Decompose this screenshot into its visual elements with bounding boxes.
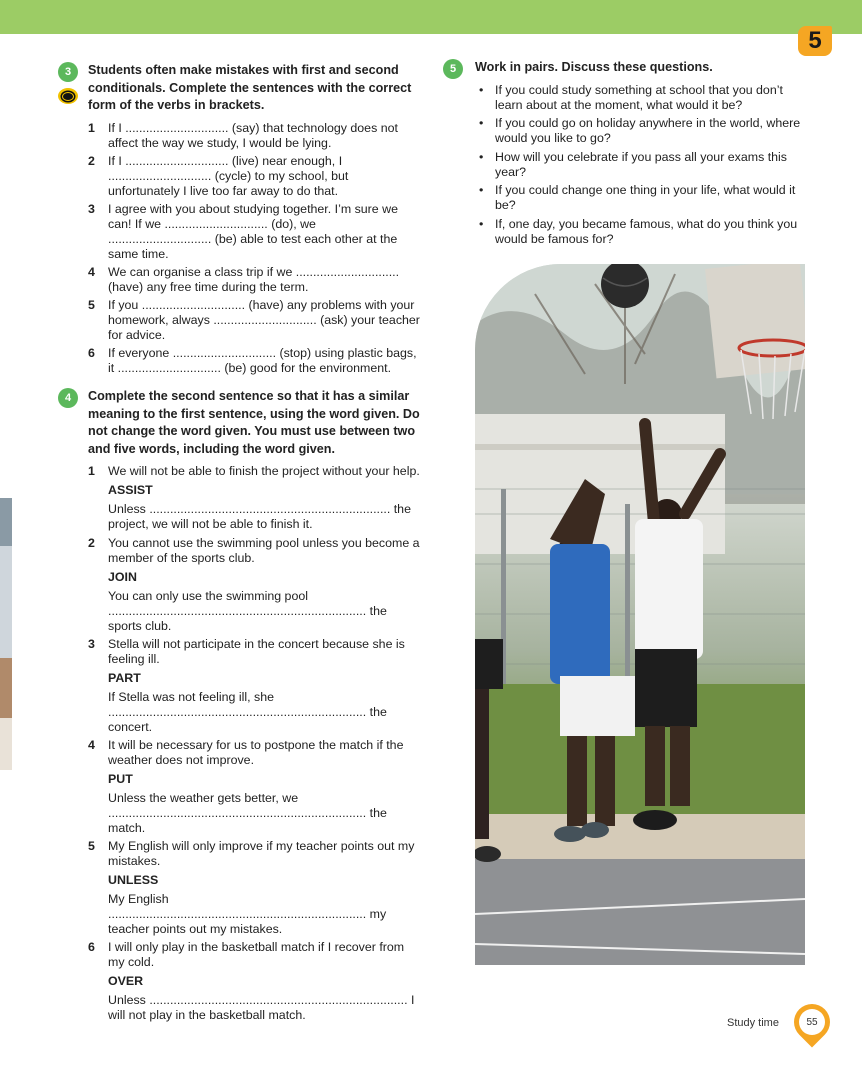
list-item: 5 If you .............................. (have) any problems with your homework, always .............................. (ask) your teacher for advice.	[88, 298, 420, 343]
top-color-bar	[0, 0, 862, 34]
exercise-5-number: 5	[443, 59, 463, 79]
keyword: JOIN	[108, 569, 137, 584]
exercise-5-instructions: Work in pairs. Discuss these questions.	[475, 60, 713, 74]
list-item: • If you could go on holiday anywhere in the world, where would you like to go?	[479, 116, 801, 145]
answer-line: If Stella was not feeling ill, she ........................................................................... the concert.	[108, 689, 387, 734]
list-item: 2 You cannot use the swimming pool unless you become a member of the sports club. JOIN You can only use the swimming pool ........................................................................... the sports club.	[88, 535, 420, 633]
list-item: • If, one day, you became famous, what do you think you would be famous for?	[479, 216, 798, 246]
exercise-5	[443, 59, 813, 247]
list-item: 2 If I .............................. (live) near enough, I .............................. (cycle) to my school, but unfortunately I live too far away to do that.	[88, 153, 349, 198]
exercise-4	[58, 388, 420, 1023]
list-item: 3 Stella will not participate in the concert because she is feeling ill. PART If Stella was not feeling ill, she ........................................................................... the concert.	[88, 637, 420, 735]
exercise-4-number: 4	[58, 388, 78, 408]
list-item: • If you could study something at school that you don’t learn about at the moment, what would it be?	[479, 82, 783, 112]
keyword: UNLESS	[108, 873, 159, 888]
list-item: 3 I agree with you about studying together. I’m sure we can! If we .............................. (do), we .............................. (be) able to test each other at the same time.	[88, 201, 398, 261]
exercise-3-items	[88, 121, 420, 377]
eye-icon	[58, 88, 78, 104]
exercise-4-items	[88, 464, 420, 1023]
keyword: PART	[108, 670, 141, 685]
keyword: ASSIST	[108, 483, 153, 498]
list-item: 4 We can organise a class trip if we .............................. (have) any free time during the term.	[88, 265, 400, 295]
right-column	[443, 59, 813, 250]
exercise-3-instructions: Students often make mistakes with first and second conditionals. Complete the sentences with the correct form of the verbs in brackets.	[88, 63, 412, 112]
list-item: 4 It will be necessary for us to postpone the match if the weather does not improve. PUT Unless the weather gets better, we ........................................................................... the match.	[88, 738, 420, 836]
list-item: 6 If everyone .............................. (stop) using plastic bags, it .............................. (be) good for the environment.	[88, 346, 417, 376]
discussion-questions	[475, 83, 813, 247]
unit-number-badge: 5	[798, 26, 832, 56]
answer-line: You can only use the swimming pool ........................................................................... the sports club.	[108, 588, 387, 633]
footer-section-label: Study time	[727, 1017, 779, 1029]
left-column	[58, 62, 420, 1027]
basketball-photo	[475, 264, 805, 965]
answer-line: Unless ...................................................................... the project, we will not be able to finish it.	[108, 502, 411, 532]
keyword: OVER	[108, 974, 144, 989]
keyword: PUT	[108, 772, 133, 786]
page-number: 55	[799, 1009, 825, 1035]
left-photo-edge	[0, 498, 12, 770]
list-item: • If you could change one thing in your life, what would it be?	[479, 183, 796, 212]
answer-line: Unless the weather gets better, we ........................................................................... the match.	[108, 791, 387, 835]
list-item: 5 My English will only improve if my teacher points out my mistakes. UNLESS My English ........................................................................... my teacher points out my mistakes.	[88, 839, 420, 937]
list-item: 1 If I .............................. (say) that technology does not affect the way we study, I would be lying.	[88, 120, 398, 150]
list-item: • How will you celebrate if you pass all your exams this year?	[479, 149, 787, 179]
list-item: 1 We will not be able to finish the project without your help. ASSIST Unless ...................................................................... the project, we will not be able to finish it.	[88, 464, 420, 532]
answer-line: Unless ........................................................................... I will not play in the basketball match.	[108, 993, 415, 1023]
answer-line: My English ........................................................................... my teacher points out my mistakes.	[108, 892, 387, 937]
page-number-badge	[787, 997, 838, 1048]
basketball-scene	[475, 264, 805, 965]
exercise-3-number: 3	[58, 62, 78, 82]
exercise-4-instructions: Complete the second sentence so that it has a similar meaning to the first sentence, using the word given. Do not change the word given. You must use between two and five words, including the word given.	[88, 389, 420, 456]
exercise-3	[58, 62, 420, 376]
list-item: 6 I will only play in the basketball match if I recover from my cold. OVER Unless ........................................................................... I will not play in the basketball match.	[88, 940, 420, 1023]
